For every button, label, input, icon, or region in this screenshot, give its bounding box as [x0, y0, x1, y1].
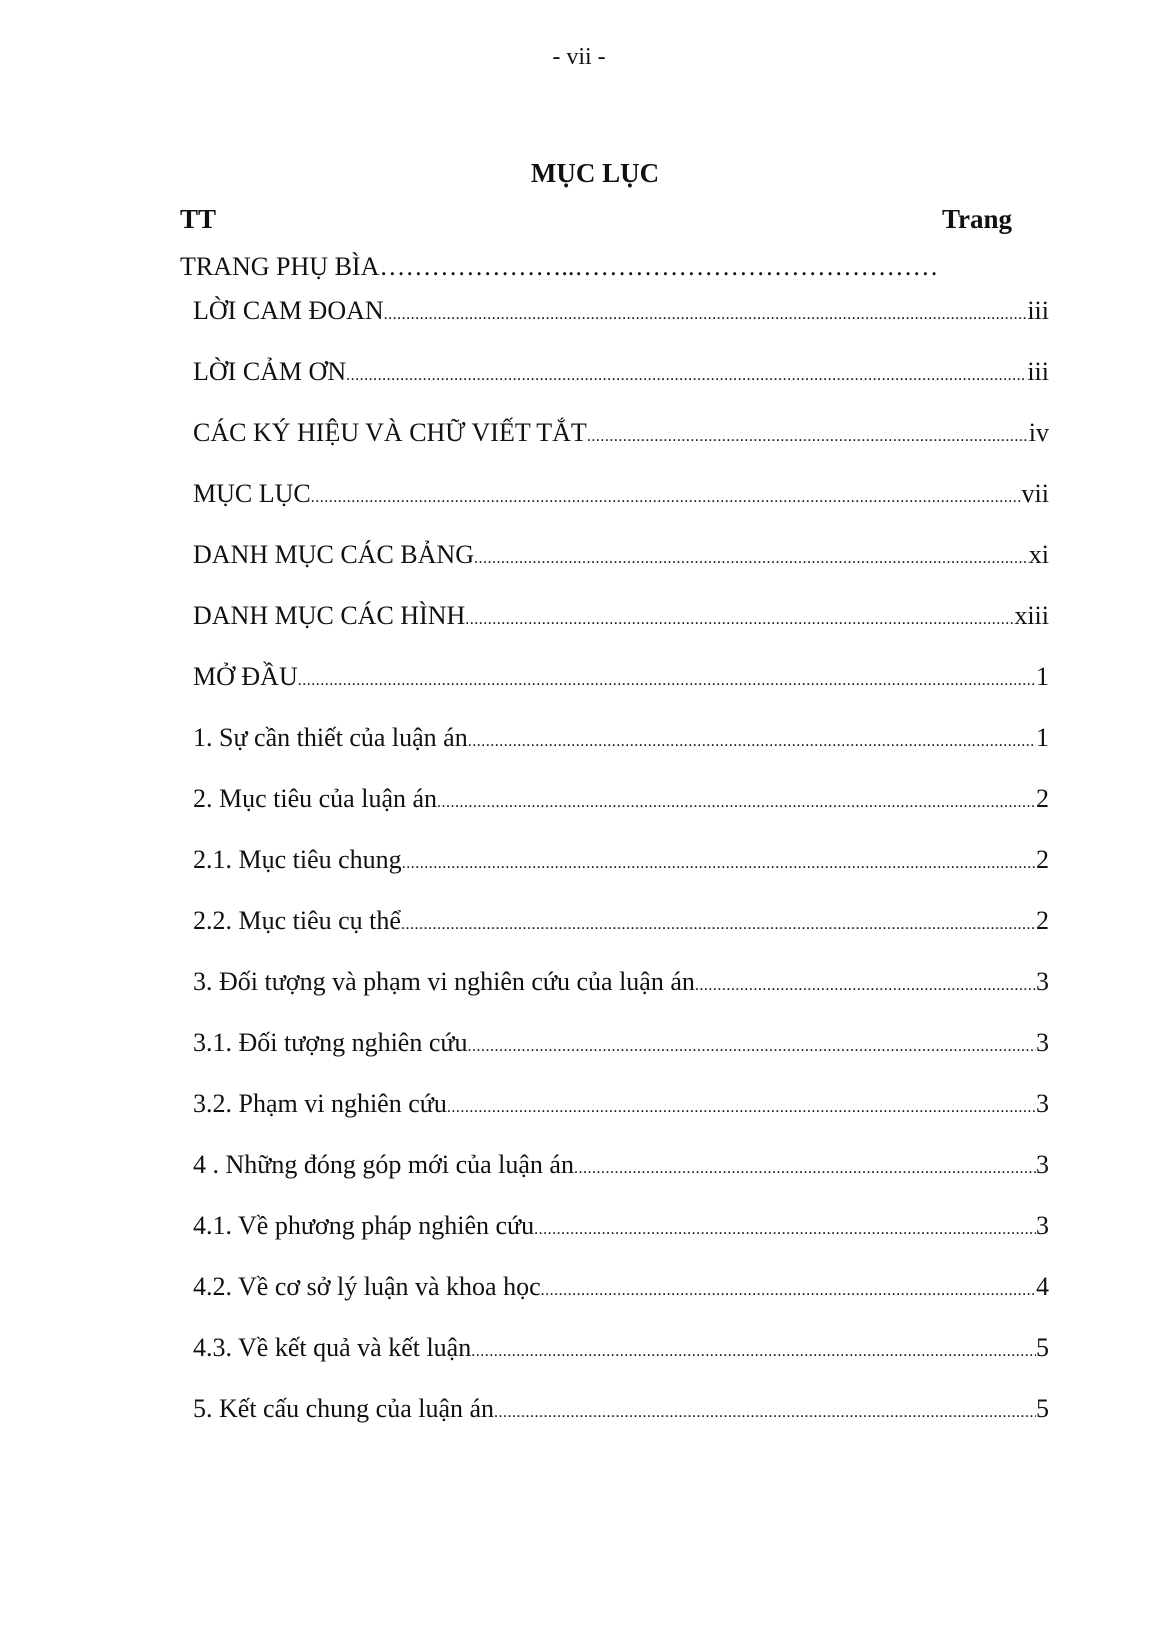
- toc-entry-label: 4.3. Về kết quả và kết luận: [193, 1333, 472, 1362]
- toc-header-row: [180, 204, 1012, 238]
- toc-entry-label: DANH MỤC CÁC BẢNG: [193, 540, 474, 569]
- dot-leader: [587, 418, 1029, 448]
- toc-entry-page: vii: [1021, 479, 1049, 508]
- toc-entry-cover-page: TRANG PHỤ BÌA…………………..……………………………………: [180, 252, 939, 281]
- toc-entry-page: xi: [1028, 540, 1049, 569]
- toc-entry[interactable]: [193, 845, 1049, 906]
- toc-entry[interactable]: [193, 296, 1049, 357]
- dot-leader: [298, 662, 1036, 692]
- dot-leader: [402, 845, 1036, 875]
- toc-entry[interactable]: [193, 723, 1049, 784]
- toc-entry-label: 3.2. Phạm vi nghiên cứu: [193, 1089, 447, 1118]
- toc-entry-label: 4 . Những đóng góp mới của luận án: [193, 1150, 574, 1179]
- toc-entry-page: 5: [1036, 1394, 1049, 1423]
- toc-entry-page: 3: [1036, 1150, 1049, 1179]
- toc-entry-page: iii: [1027, 296, 1049, 325]
- dot-leader: [541, 1272, 1036, 1302]
- dot-leader: [384, 296, 1028, 326]
- toc-entry-label: DANH MỤC CÁC HÌNH: [193, 601, 466, 630]
- toc-entry-page: 4: [1036, 1272, 1049, 1301]
- toc-entry-label: 3.1. Đối tượng nghiên cứu: [193, 1028, 468, 1057]
- dot-leader: [494, 1394, 1036, 1424]
- toc-header-tt: TT: [180, 204, 217, 234]
- toc-entry-label: 3. Đối tượng và phạm vi nghiên cứu của luận án: [193, 967, 695, 996]
- toc-entry-page: 3: [1036, 967, 1049, 996]
- toc-list: [193, 296, 1049, 1455]
- toc-entry[interactable]: [193, 1089, 1049, 1150]
- toc-entry[interactable]: [193, 540, 1049, 601]
- toc-entry-label: 2.2. Mục tiêu cụ thể: [193, 906, 401, 935]
- toc-entry[interactable]: [193, 1394, 1049, 1455]
- toc-entry-page: 3: [1036, 1211, 1049, 1240]
- dot-leader: [468, 723, 1036, 753]
- toc-entry[interactable]: [193, 1028, 1049, 1089]
- toc-entry[interactable]: [193, 418, 1049, 479]
- toc-entry[interactable]: [193, 662, 1049, 723]
- page-number: - vii -: [552, 44, 606, 70]
- toc-entry-page: iv: [1028, 418, 1049, 447]
- toc-title: MỤC LỤC: [530, 158, 660, 188]
- dot-leader: [471, 1333, 1036, 1363]
- toc-entry[interactable]: [193, 1272, 1049, 1333]
- toc-entry[interactable]: [193, 1150, 1049, 1211]
- toc-entry-page: 3: [1036, 1028, 1049, 1057]
- toc-entry[interactable]: [193, 1333, 1049, 1394]
- dot-leader: [346, 357, 1027, 387]
- toc-entry-label: LỜI CẢM ƠN: [193, 357, 347, 386]
- toc-entry[interactable]: [193, 906, 1049, 967]
- toc-entry-label: 5. Kết cấu chung của luận án: [193, 1394, 495, 1423]
- dot-leader: [447, 1089, 1036, 1119]
- toc-entry-page: xiii: [1014, 601, 1049, 630]
- toc-entry-label: CÁC KÝ HIỆU VÀ CHỮ VIẾT TẮT: [193, 418, 587, 447]
- toc-entry-page: 1: [1036, 723, 1049, 752]
- toc-entry[interactable]: [193, 1211, 1049, 1272]
- toc-entry-page: 2: [1036, 784, 1049, 813]
- toc-entry-label: 2. Mục tiêu của luận án: [193, 784, 438, 813]
- toc-entry-label: 1. Sự cần thiết của luận án: [193, 723, 468, 752]
- toc-entry[interactable]: [193, 601, 1049, 662]
- dot-leader: [574, 1150, 1036, 1180]
- toc-entry-label: 4.2. Về cơ sở lý luận và khoa học: [193, 1272, 541, 1301]
- dot-leader: [311, 479, 1022, 509]
- toc-entry-page: 5: [1036, 1333, 1049, 1362]
- toc-entry-page: 2: [1036, 906, 1049, 935]
- dot-leader: [401, 906, 1036, 936]
- toc-entry-page: 2: [1036, 845, 1049, 874]
- toc-entry-label: MỤC LỤC: [193, 479, 311, 508]
- dot-leader: [465, 601, 1014, 631]
- toc-entry-label: 4.1. Về phương pháp nghiên cứu: [193, 1211, 535, 1240]
- toc-entry-page: 1: [1036, 662, 1049, 691]
- toc-entry[interactable]: [193, 479, 1049, 540]
- toc-entry-label: MỞ ĐẦU: [193, 662, 298, 691]
- toc-entry-label: LỜI CAM ĐOAN: [193, 296, 384, 325]
- toc-header-trang: Trang: [941, 204, 1012, 234]
- toc-entry-label: 2.1. Mục tiêu chung: [193, 845, 402, 874]
- dot-leader: [534, 1211, 1036, 1241]
- toc-entry-page: 3: [1036, 1089, 1049, 1118]
- dot-leader: [467, 1028, 1036, 1058]
- toc-entry[interactable]: [193, 967, 1049, 1028]
- dot-leader: [474, 540, 1029, 570]
- toc-entry-page: iii: [1027, 357, 1049, 386]
- dot-leader: [437, 784, 1036, 814]
- toc-entry[interactable]: [193, 357, 1049, 418]
- dot-leader: [695, 967, 1036, 997]
- toc-entry[interactable]: [193, 784, 1049, 845]
